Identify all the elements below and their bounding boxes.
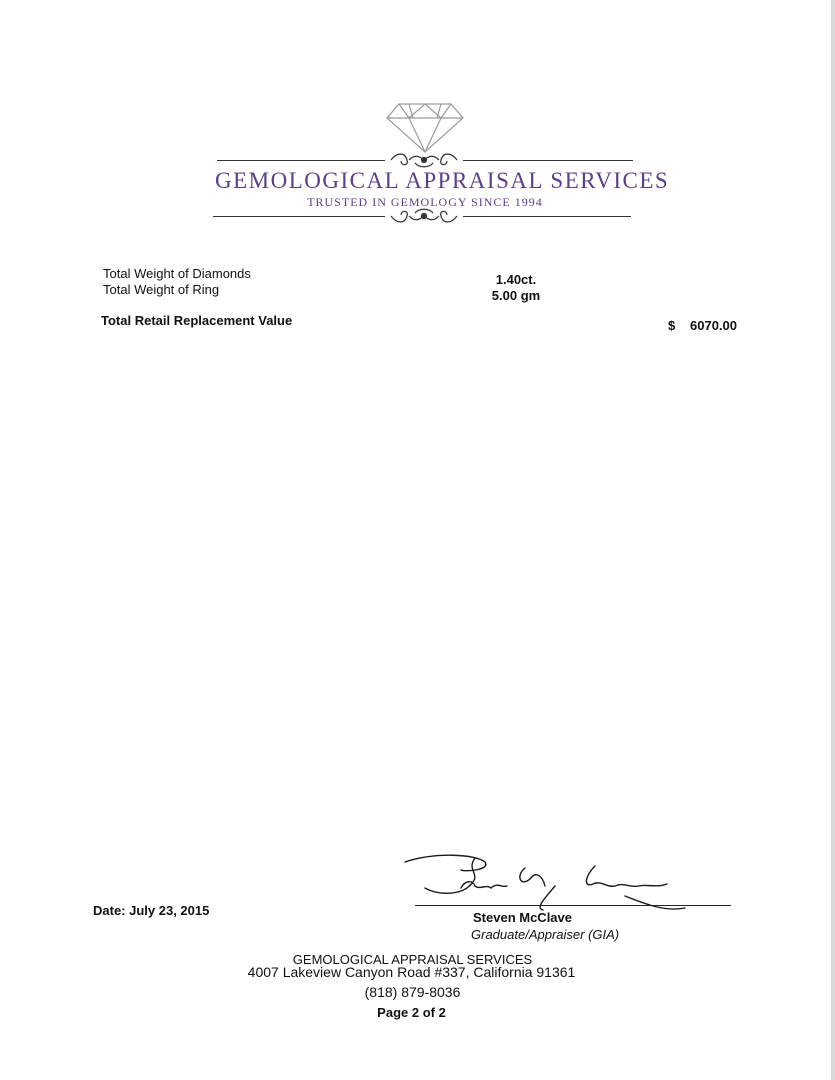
scroll-ornament-icon [387,150,461,170]
signature-line [415,905,731,906]
signature-icon [395,848,695,918]
company-name: GEMOLOGICAL APPRAISAL SERVICES [215,168,670,193]
diamond-weight-value: 1.40ct. [495,272,537,287]
footer-company: GEMOLOGICAL APPRAISAL SERVICES [292,952,533,967]
ring-weight-label: Total Weight of Ring [103,282,220,297]
header-top-rule-right [463,160,633,161]
appraiser-name: Steven McClave [473,910,572,925]
scroll-ornament-icon [387,206,461,226]
currency-symbol: $ [668,318,676,333]
header-bottom-rule-right [463,216,631,217]
footer-address: 4007 Lakeview Canyon Road #337, California 91361 [247,964,576,980]
total-value-amount: 6070.00 [690,318,737,333]
appraiser-title: Graduate/Appraiser (GIA) [471,927,620,942]
page-number: Page 2 of 2 [377,1005,446,1020]
footer-phone: (818) 879-8036 [364,984,461,1000]
ring-weight-value: 5.00 gm [491,288,541,303]
company-tagline: TRUSTED IN GEMOLOGY SINCE 1994 [307,195,543,209]
header-bottom-rule-left [213,216,385,217]
total-value-label: Total Retail Replacement Value [101,313,293,328]
header-top-rule-left [217,160,385,161]
diamond-logo-icon [385,96,465,154]
diamond-weight-label: Total Weight of Diamonds [103,266,251,281]
scan-edge [831,0,835,1080]
appraisal-date: Date: July 23, 2015 [93,903,210,918]
